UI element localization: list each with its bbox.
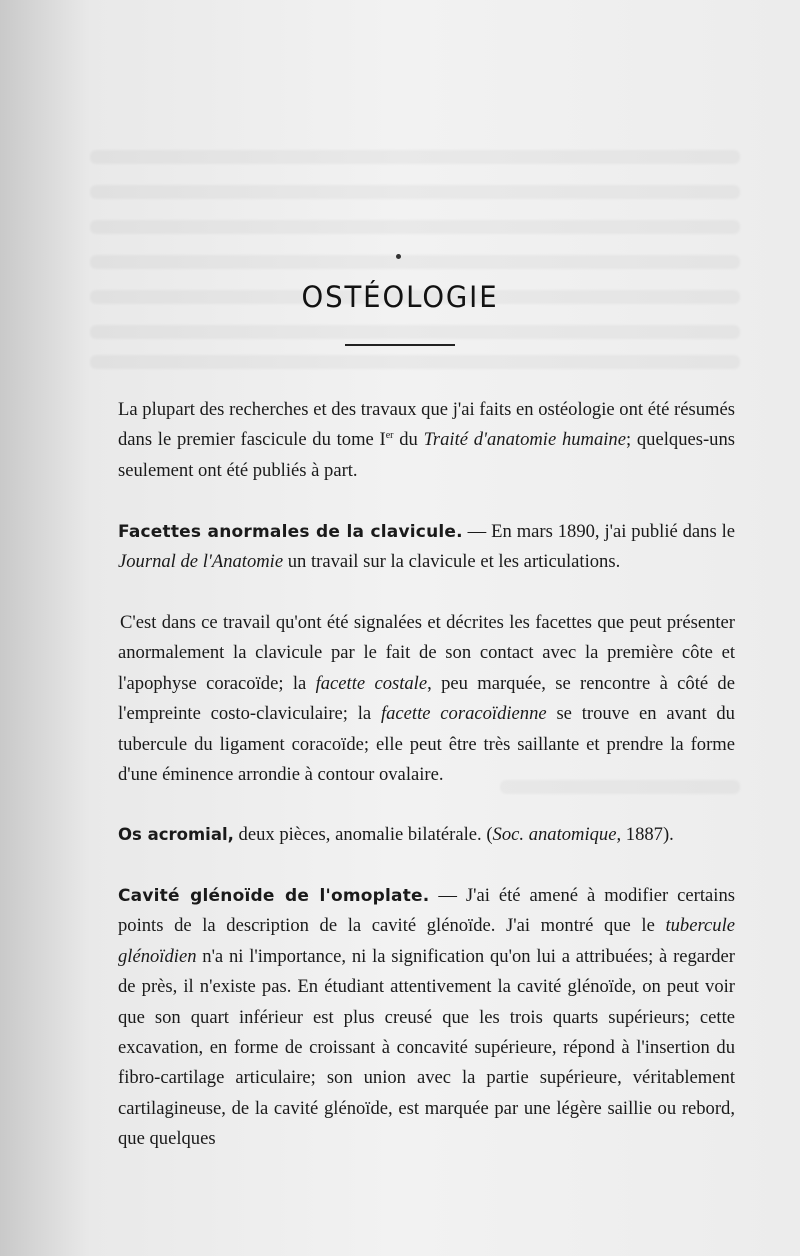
glenoide-section: Cavité glénoïde de l'omoplate. — J'ai été amené à modifier certains points de la description de la cavité glénoïde. J'ai montré que le tubercule glénoïdien n'a ni l'importance, ni la signification qu'on lui a attribuées; à regarder de près, il n'existe pas. En étudiant attentivement la cavité glénoïde, on peut voir que son quart inférieur est plus creusé que les trois quarts supérieurs; cette excavation, en forme de croissant à concavité supérieure, répond à l'insertion du fibro-cartilage articulaire; son union avec la partie supérieure, véritablement cartilagineuse, de la cavité glénoïde, est marquée par une légère saillie ou rebord, que quelques: [118, 885, 735, 1150]
section-heading: Cavité glénoïde de l'omoplate.: [118, 886, 430, 906]
intro-paragraph: La plupart des recherches et des travaux que j'ai faits en ostéologie ont été résumés dans le premier fascicule du tome Ier du Traité d'anatomie humaine; quelques-uns seulement ont été publiés à part.: [118, 399, 735, 481]
page-title: OSTÉOLOGIE: [301, 280, 499, 314]
ink-dot: [396, 254, 401, 259]
acromial-section: Os acromial, deux pièces, anomalie bilatérale. (Soc. anatomique, 1887).: [118, 824, 674, 845]
title-rule: [345, 344, 455, 346]
clavicule-section: Facettes anormales de la clavicule. — En mars 1890, j'ai publié dans le Journal de l'Anatomie un travail sur la clavicule et les articulations.: [118, 521, 735, 573]
section-heading: Facettes anormales de la clavicule.: [118, 522, 463, 542]
clavicule-description: C'est dans ce travail qu'ont été signalées et décrites les facettes que peut présenter anormalement la clavicule par le fait de son contact avec la première côte et l'apophyse coracoïde; la facette costale, peu marquée, se rencontre à côté de l'empreinte costo-claviculaire; la facette coracoïdienne se trouve en avant du tubercule du ligament coracoïde; elle peut être très saillante et prendre la forme d'une éminence arrondie à contour ovalaire.: [118, 612, 735, 786]
section-heading: Os acromial,: [118, 825, 234, 844]
